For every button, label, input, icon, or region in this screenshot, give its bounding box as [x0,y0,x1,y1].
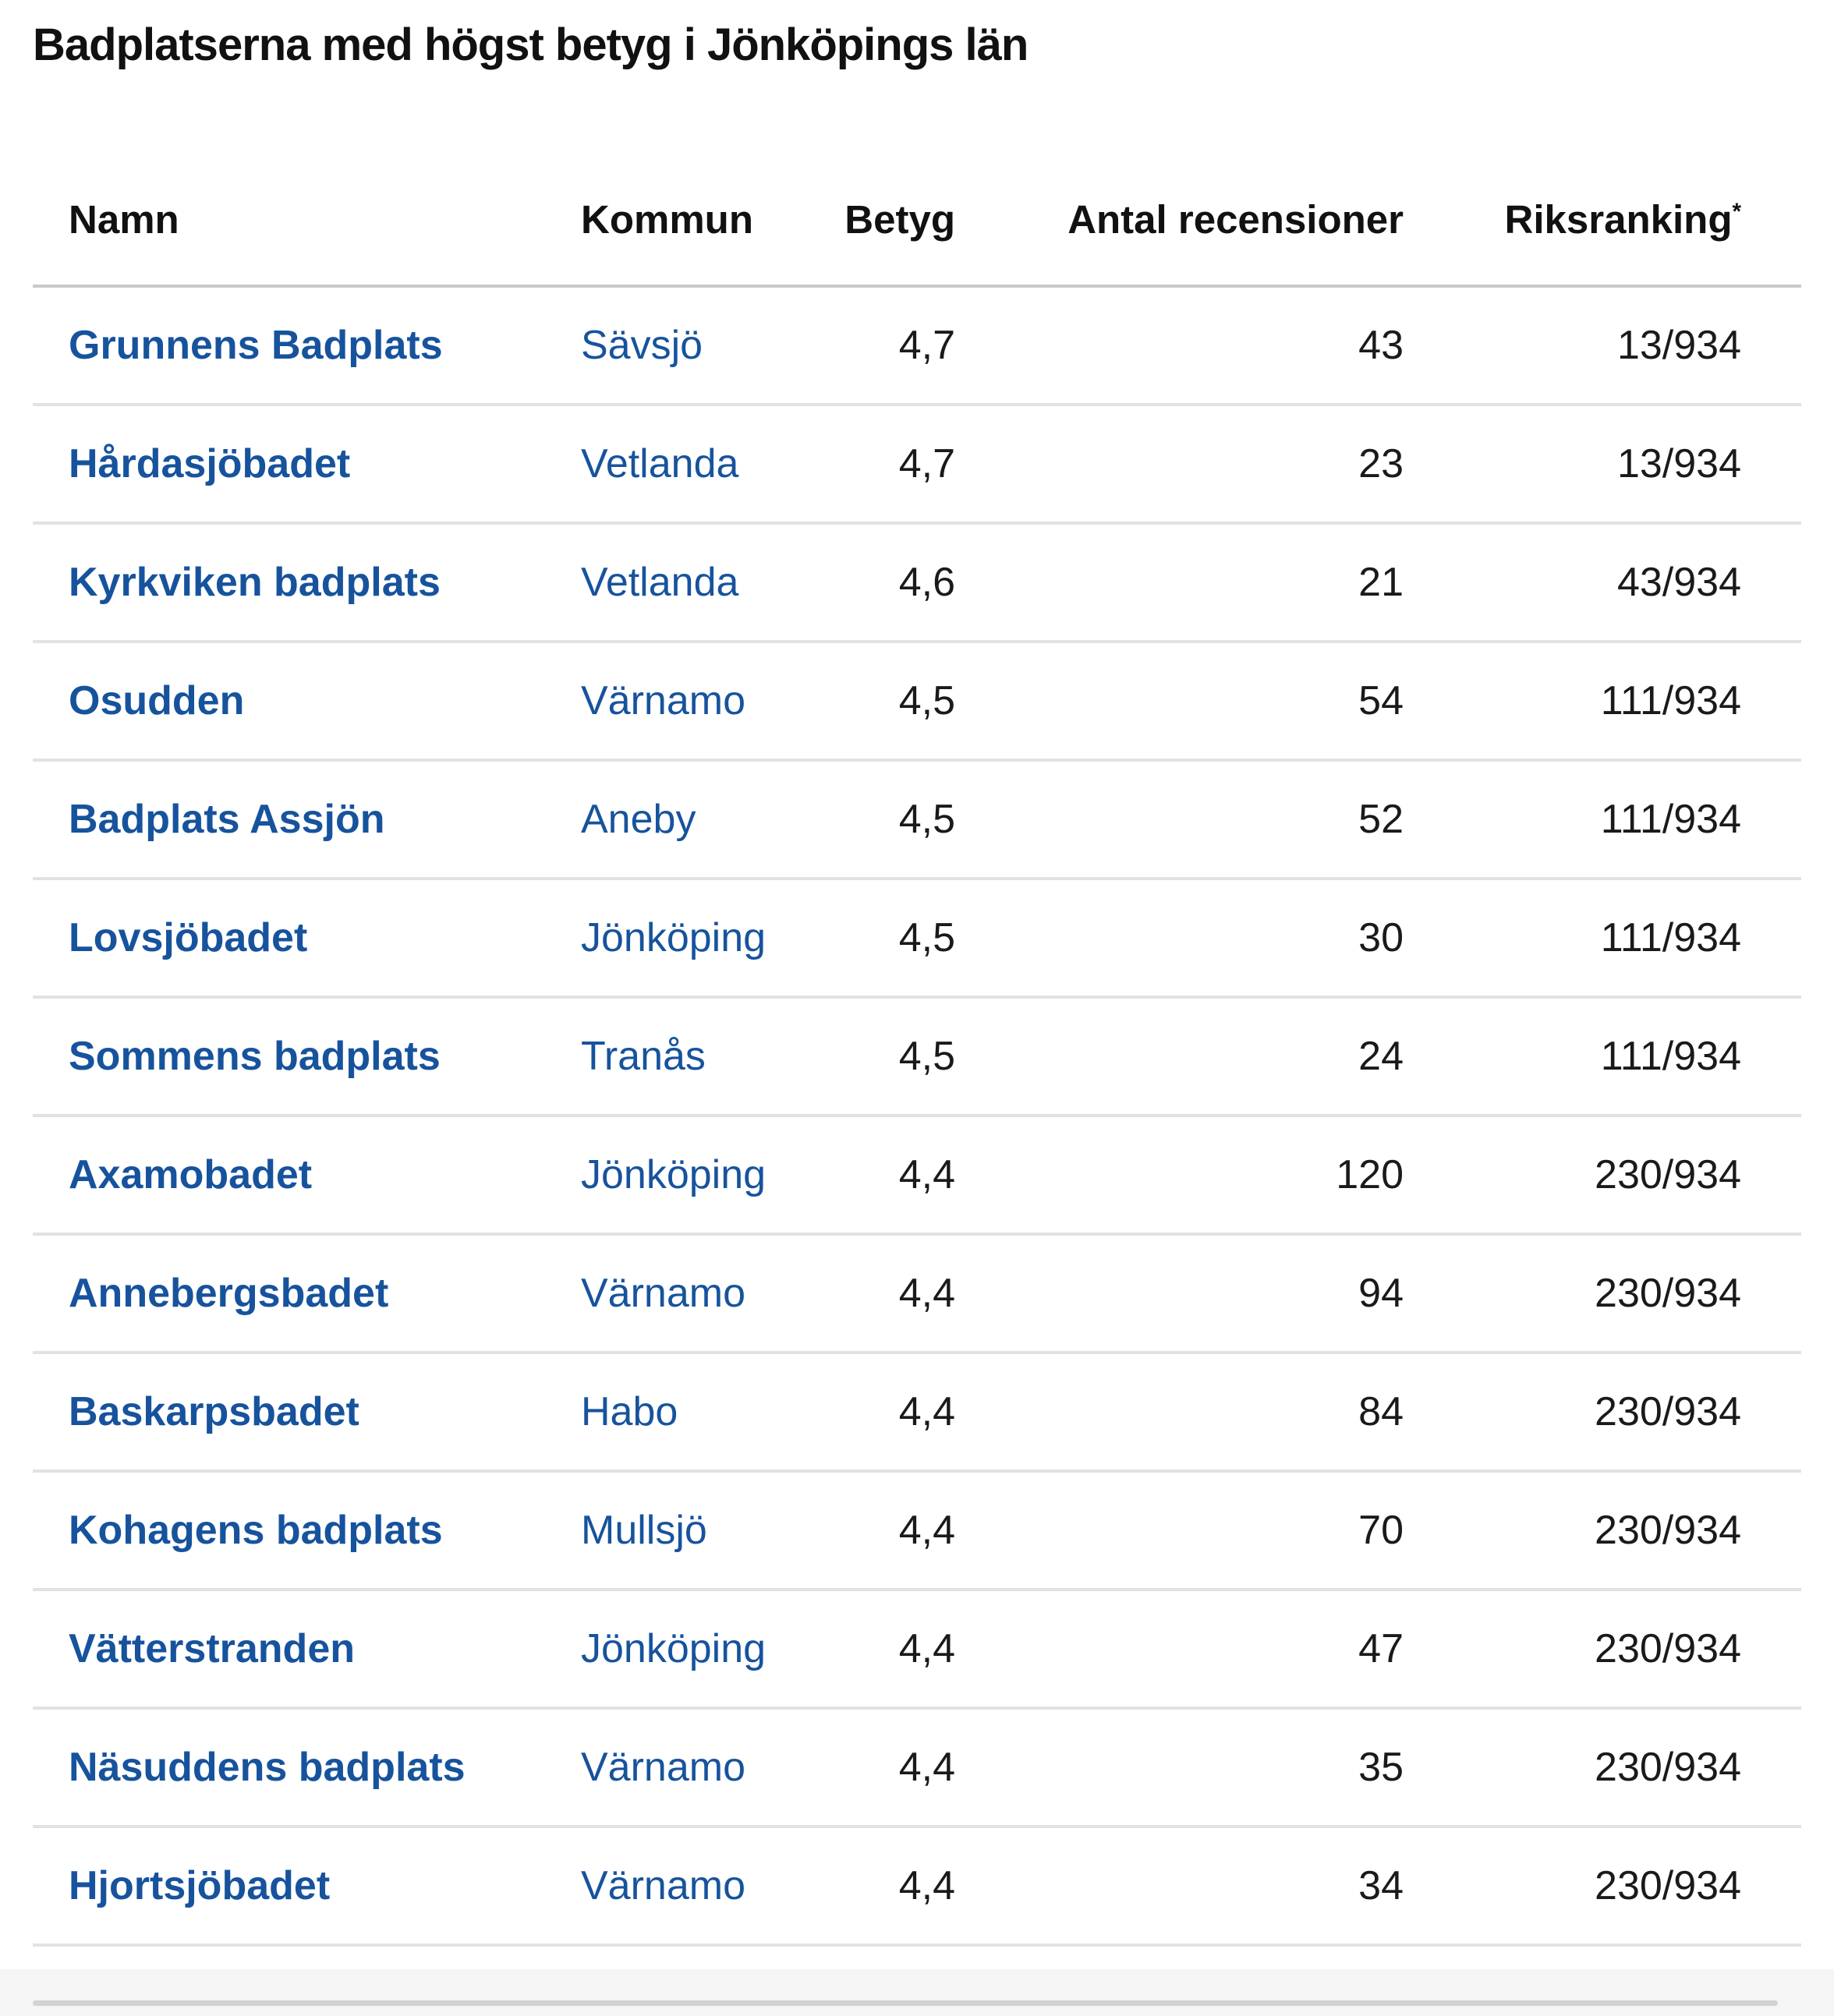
footnote-marker: * [1732,198,1741,225]
cell-antal-recensioner [991,1827,1439,1945]
table-row [33,523,1801,642]
cell-namn [33,1353,545,1471]
cell-riksranking [1439,1590,1801,1708]
column-header-betyg: Betyg [811,200,991,286]
badplats-link[interactable]: Baskarpsbadet [69,1388,359,1434]
cell-riksranking [1439,1353,1801,1471]
cell-namn [33,286,545,405]
kommun-link[interactable]: Mullsjö [581,1507,707,1553]
cell-namn [33,1708,545,1827]
riksranking-value: 111/934 [1600,677,1741,723]
cell-kommun [545,879,811,997]
betyg-value: 4,6 [898,559,955,605]
kommun-link[interactable]: Jönköping [581,914,767,960]
betyg-value: 4,4 [898,1625,955,1671]
cell-antal-recensioner [991,642,1439,760]
betyg-value: 4,4 [898,1151,955,1197]
riksranking-value: 111/934 [1600,1033,1741,1079]
table-row [33,1116,1801,1234]
table-row [33,1471,1801,1590]
kommun-link[interactable]: Jönköping [581,1151,767,1197]
cell-kommun [545,286,811,405]
table-head [33,196,1801,286]
cell-antal-recensioner [991,405,1439,523]
cell-antal-recensioner [991,760,1439,879]
table-row [33,879,1801,997]
cell-betyg [811,879,991,997]
kommun-link[interactable]: Tranås [581,1033,706,1079]
cell-kommun [545,760,811,879]
cell-betyg [811,405,991,523]
cell-riksranking [1439,523,1801,642]
cell-kommun [545,1590,811,1708]
cell-namn [33,1590,545,1708]
cell-betyg [811,1353,991,1471]
riksranking-value: 230/934 [1595,1862,1741,1908]
riksranking-value: 230/934 [1595,1507,1741,1553]
betyg-value: 4,4 [898,1507,955,1553]
cell-riksranking [1439,1827,1801,1945]
column-header-antal: Antal recensioner [991,200,1439,286]
badplats-link[interactable]: Grunnens Badplats [69,322,443,368]
cell-betyg [811,1827,991,1945]
cell-kommun [545,1471,811,1590]
article-page [0,20,1834,1947]
riksranking-value: 111/934 [1600,914,1741,960]
horizontal-scrollbar-thumb[interactable] [33,2000,1778,2006]
cell-riksranking [1439,642,1801,760]
cell-antal-recensioner [991,1116,1439,1234]
cell-namn [33,1471,545,1590]
betyg-value: 4,4 [898,1744,955,1790]
cell-namn [33,405,545,523]
cell-kommun [545,405,811,523]
betyg-value: 4,5 [898,914,955,960]
riksranking-value: 230/934 [1595,1744,1741,1790]
badplats-link[interactable]: Kohagens badplats [69,1507,443,1553]
kommun-link[interactable]: Vetlanda [581,440,739,486]
antal-recensioner-value: 35 [1358,1744,1404,1790]
riksranking-value: 13/934 [1616,440,1741,486]
cell-antal-recensioner [991,1590,1439,1708]
table-row [33,997,1801,1116]
cell-namn [33,1116,545,1234]
badplats-link[interactable]: Hjortsjöbadet [69,1862,331,1908]
table-row [33,286,1801,405]
cell-antal-recensioner [991,523,1439,642]
cell-antal-recensioner [991,286,1439,405]
betyg-value: 4,7 [898,440,955,486]
cell-kommun [545,1353,811,1471]
cell-riksranking [1439,286,1801,405]
antal-recensioner-value: 120 [1336,1151,1404,1197]
cell-riksranking [1439,1471,1801,1590]
antal-recensioner-value: 54 [1358,677,1404,723]
cell-riksranking [1439,1708,1801,1827]
cell-namn [33,1827,545,1945]
antal-recensioner-value: 34 [1358,1862,1404,1908]
cell-antal-recensioner [991,1353,1439,1471]
antal-recensioner-value: 21 [1358,559,1404,605]
cell-antal-recensioner [991,1471,1439,1590]
cell-kommun [545,642,811,760]
antal-recensioner-value: 43 [1358,322,1404,368]
cell-antal-recensioner [991,1234,1439,1353]
betyg-value: 4,7 [898,322,955,368]
table-row [33,642,1801,760]
table-row [33,760,1801,879]
cell-riksranking [1439,879,1801,997]
cell-kommun [545,523,811,642]
kommun-link[interactable]: Värnamo [581,677,745,723]
antal-recensioner-value: 84 [1358,1388,1404,1434]
column-header-namn: Namn [33,200,545,286]
badplats-link[interactable]: Osudden [69,677,245,723]
antal-recensioner-value: 94 [1358,1270,1404,1316]
badplats-link[interactable]: Badplats Assjön [69,796,385,842]
table-header-row [33,200,1801,286]
badplats-link[interactable]: Hårdasjöbadet [69,440,351,486]
cell-namn [33,642,545,760]
cell-betyg [811,1234,991,1353]
cell-kommun [545,1708,811,1827]
kommun-link[interactable]: Värnamo [581,1744,745,1790]
antal-recensioner-value: 30 [1358,914,1404,960]
cell-kommun [545,1234,811,1353]
betyg-value: 4,5 [898,1033,955,1079]
kommun-link[interactable]: Jönköping [581,1625,767,1671]
cell-namn [33,523,545,642]
antal-recensioner-value: 24 [1358,1033,1404,1079]
antal-recensioner-value: 47 [1358,1625,1404,1671]
betyg-value: 4,4 [898,1270,955,1316]
cell-betyg [811,1471,991,1590]
table-body [33,286,1801,1945]
riksranking-value: 111/934 [1600,796,1741,842]
kommun-link[interactable]: Aneby [581,796,696,842]
cell-namn [33,1234,545,1353]
cell-namn [33,760,545,879]
riksranking-value: 13/934 [1616,322,1741,368]
cell-riksranking [1439,997,1801,1116]
badplats-link[interactable]: Lovsjöbadet [69,914,308,960]
riksranking-value: 230/934 [1595,1270,1741,1316]
badplats-link[interactable]: Näsuddens badplats [69,1744,466,1790]
column-header-kommun: Kommun [545,200,811,286]
cell-kommun [545,997,811,1116]
table-row [33,405,1801,523]
kommun-link[interactable]: Vetlanda [581,559,739,605]
cell-betyg [811,642,991,760]
cell-namn [33,997,545,1116]
badplats-link[interactable]: Kyrkviken badplats [69,559,441,605]
cell-betyg [811,523,991,642]
table-row [33,1590,1801,1708]
table-row [33,1827,1801,1945]
badplats-link[interactable]: Annebergsbadet [69,1270,389,1316]
riksranking-value: 230/934 [1595,1151,1741,1197]
antal-recensioner-value: 23 [1358,440,1404,486]
antal-recensioner-value: 52 [1358,796,1404,842]
cell-antal-recensioner [991,1708,1439,1827]
cell-riksranking [1439,1234,1801,1353]
kommun-link[interactable]: Värnamo [581,1270,745,1316]
antal-recensioner-value: 70 [1358,1507,1404,1553]
badplats-link[interactable]: Vätterstranden [69,1625,355,1671]
table-row [33,1708,1801,1827]
cell-riksranking [1439,760,1801,879]
betyg-value: 4,5 [898,677,955,723]
table-row [33,1234,1801,1353]
cell-betyg [811,1116,991,1234]
riksranking-value: 43/934 [1616,559,1741,605]
kommun-link[interactable]: Habo [581,1388,678,1434]
betyg-value: 4,4 [898,1862,955,1908]
badplats-link[interactable]: Sommens badplats [69,1033,441,1079]
page-title: Badplatserna med högst betyg i Jönköpings län [33,19,1029,70]
column-header-riks: Riksranking* [1439,200,1801,286]
cell-betyg [811,286,991,405]
betyg-value: 4,5 [898,796,955,842]
cell-betyg [811,997,991,1116]
badplats-link[interactable]: Axamobadet [69,1151,313,1197]
kommun-link[interactable]: Värnamo [581,1862,745,1908]
cell-namn [33,879,545,997]
cell-betyg [811,760,991,879]
riksranking-value: 230/934 [1595,1625,1741,1671]
cell-kommun [545,1116,811,1234]
cell-betyg [811,1708,991,1827]
bottom-strip [0,1969,1834,2016]
cell-riksranking [1439,405,1801,523]
cell-kommun [545,1827,811,1945]
kommun-link[interactable]: Sävsjö [581,322,703,368]
cell-antal-recensioner [991,997,1439,1116]
table-row [33,1353,1801,1471]
cell-riksranking [1439,1116,1801,1234]
cell-betyg [811,1590,991,1708]
betyg-value: 4,4 [898,1388,955,1434]
cell-antal-recensioner [991,879,1439,997]
badplatser-table [33,196,1801,1947]
riksranking-value: 230/934 [1595,1388,1741,1434]
